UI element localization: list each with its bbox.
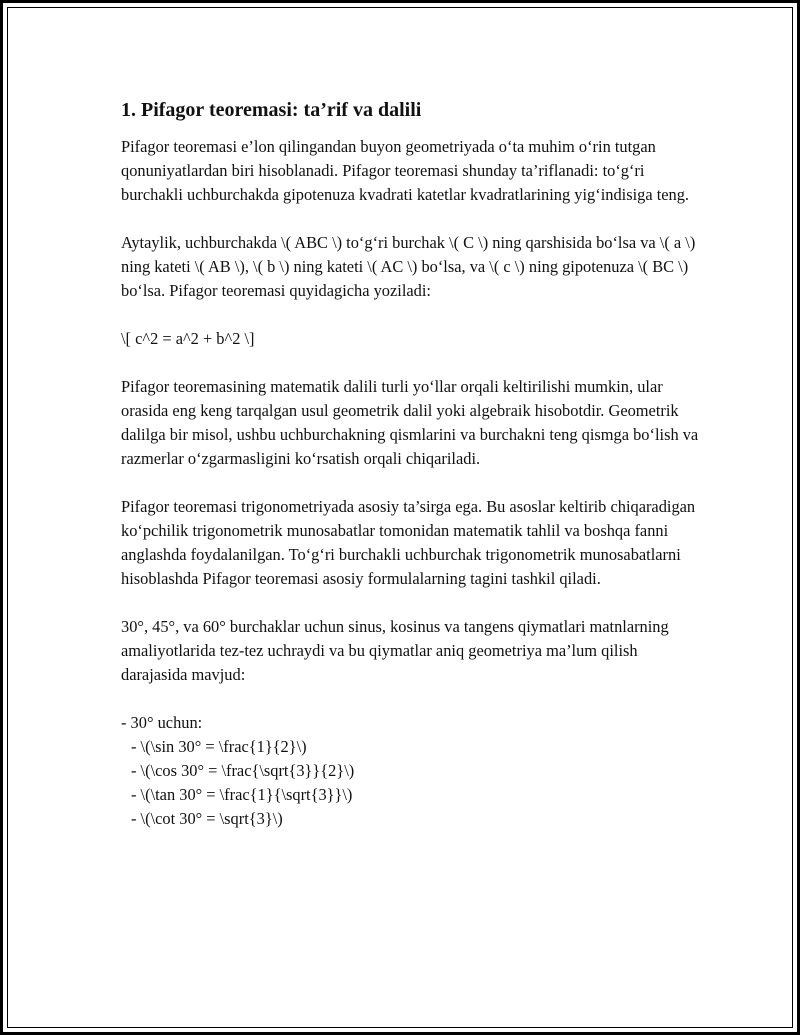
paragraph-setup: Aytaylik, uchburchakda \( ABC \) to‘g‘ri burchak \( C \) ning qarshisida bo‘lsa va \( a \) ning kateti \( AB \), \( b \) ning kateti \( AC \) bo‘lsa, va \( c \) ning gipotenuza \( BC \) bo‘lsa. Pifagor teoremasi quyidagicha yoziladi: bbox=[121, 233, 696, 300]
list-item bbox=[121, 711, 701, 831]
section-heading: 1. Pifagor teoremasi: ta’rif va dalili bbox=[121, 99, 422, 121]
paragraph-trigonometry: Pifagor teoremasi trigonometriyada asosiy ta’sirga ega. Bu asoslar keltirib chiqaradigan ko‘pchilik trigonometrik munosabatlar tomonidan matematik tahlil va boshqa fanni anglashda foydalanilgan. To‘g‘ri burchakli uchburchak trigonometrik munosabatlarni hisoblashda Pifagor teoremasi asosiy formulalarning tagini tashkil qiladi. bbox=[121, 497, 696, 588]
document-body bbox=[121, 95, 701, 831]
paragraph-special-angles: 30°, 45°, va 60° burchaklar uchun sinus, kosinus va tangens qiymatlari matnlarning amaliyotlarida tez-tez uchraydi va bu qiymatlar aniq geometriya ma’lum qilish darajasida mavjud: bbox=[121, 617, 669, 684]
list-item: - \(\cos 30° = \frac{\sqrt{3}}{2}\) bbox=[131, 761, 355, 780]
paragraph-proof: Pifagor teoremasining matematik dalili turli yo‘llar orqali keltirilishi mumkin, ular orasida eng keng tarqalgan usul geometrik dalil yoki algebraik hisobotdir. Geometrik dalilga bir misol, ushbu uchburchakning qismlarini va burchakni teng qismga bo‘lish va razmerlar o‘zgarmasligini ko‘rsatish orqali chiqariladi. bbox=[121, 377, 699, 468]
list-item: - \(\sin 30° = \frac{1}{2}\) bbox=[131, 737, 307, 756]
list-item-label: - 30° uchun: bbox=[121, 713, 203, 732]
angle-values-list bbox=[121, 711, 701, 831]
paragraph-definition: Pifagor teoremasi e’lon qilingandan buyon geometriyada o‘ta muhim o‘rin tutgan qonuniyatlardan biri hisoblanadi. Pifagor teoremasi shunday ta’riflanadi: to‘g‘ri burchakli uchburchakda gipotenuza kvadrati katetlar kvadratlarining yig‘indisiga teng. bbox=[121, 137, 690, 204]
sublist bbox=[121, 735, 701, 831]
list-item: - \(\tan 30° = \frac{1}{\sqrt{3}}\) bbox=[131, 785, 353, 804]
list-item: - \(\cot 30° = \sqrt{3}\) bbox=[131, 809, 283, 828]
formula-pythagorean: \[ c^2 = a^2 + b^2 \] bbox=[121, 329, 255, 348]
